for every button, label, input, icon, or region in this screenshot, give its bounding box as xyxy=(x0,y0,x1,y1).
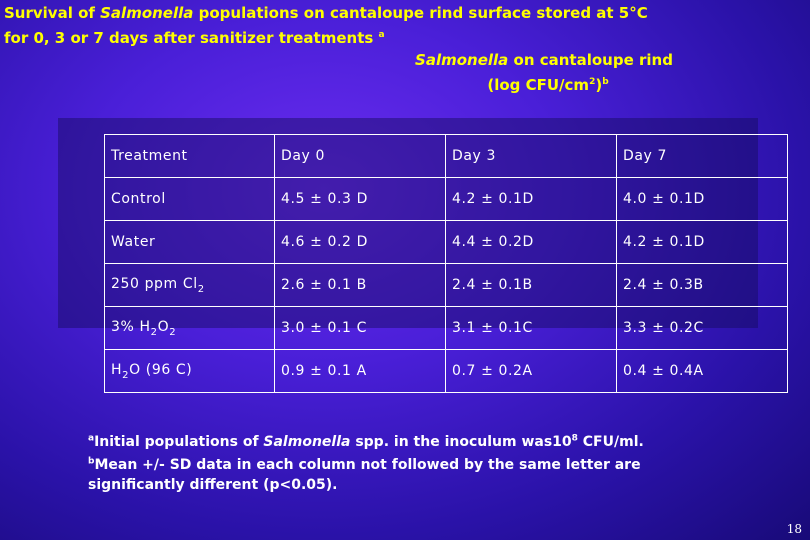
value-cell: 0.9 ± 0.1 A xyxy=(275,350,446,393)
value-cell: 3.1 ± 0.1C xyxy=(446,307,617,350)
column-header: Day 3 xyxy=(446,135,617,178)
column-header: Treatment xyxy=(105,135,275,178)
footnotes xyxy=(88,428,788,495)
title-text: populations on cantaloupe rind surface stored at 5°C xyxy=(193,4,648,22)
table-row xyxy=(105,307,788,350)
title-text: Survival of xyxy=(4,4,101,22)
value-cell: 0.7 ± 0.2A xyxy=(446,350,617,393)
treatment-cell: Water xyxy=(105,221,275,264)
value-cell: 2.4 ± 0.3B xyxy=(617,264,788,307)
subtitle-organism: Salmonella xyxy=(415,51,509,69)
table-row xyxy=(105,264,788,307)
treatment-cell: Control xyxy=(105,178,275,221)
title-organism: Salmonella xyxy=(100,4,194,22)
value-cell: 3.3 ± 0.2C xyxy=(617,307,788,350)
units-footnote-mark: b xyxy=(602,77,609,87)
value-cell: 4.6 ± 0.2 D xyxy=(275,221,446,264)
value-cell: 4.2 ± 0.1D xyxy=(446,178,617,221)
data-table xyxy=(104,134,788,393)
value-cell: 3.0 ± 0.1 C xyxy=(275,307,446,350)
table-row xyxy=(105,178,788,221)
treatment-cell: $H_2O$ (96 C) xyxy=(105,350,275,393)
value-cell: 0.4 ± 0.4A xyxy=(617,350,788,393)
treatment-cell: 250 ppm $Cl_2$ xyxy=(105,264,275,307)
value-cell: 2.4 ± 0.1B xyxy=(446,264,617,307)
value-cell: 4.0 ± 0.1D xyxy=(617,178,788,221)
value-cell: 4.4 ± 0.2D xyxy=(446,221,617,264)
value-cell: 4.2 ± 0.1D xyxy=(617,221,788,264)
table-row xyxy=(105,221,788,264)
page-number: 18 xyxy=(786,522,802,536)
units-exponent: 2 xyxy=(589,77,596,87)
value-cell: 2.6 ± 0.1 B xyxy=(275,264,446,307)
table-row xyxy=(105,350,788,393)
value-cell: 4.5 ± 0.3 D xyxy=(275,178,446,221)
units-text: ) xyxy=(595,76,603,94)
title-footnote-mark: a xyxy=(378,30,385,40)
footnote-a: $^a$Initial populations of Salmonella spp. in the inoculum $was10^8$ CFU/ml. xyxy=(88,433,644,450)
column-header: Day 0 xyxy=(275,135,446,178)
title-text: for 0, 3 or 7 days after sanitizer treatments xyxy=(4,29,379,47)
table-header-row xyxy=(105,135,788,178)
footnote-b: $^b$Mean +/- SD data in each column not followed by the same letter are significantly different (p<0.05). xyxy=(88,456,641,494)
column-header: Day 7 xyxy=(617,135,788,178)
units-text: (log CFU/cm xyxy=(487,76,590,94)
treatment-cell: 3% $H_2O_2$ xyxy=(105,307,275,350)
subtitle-text: on cantaloupe rind xyxy=(508,51,673,69)
slide-title xyxy=(4,2,804,96)
